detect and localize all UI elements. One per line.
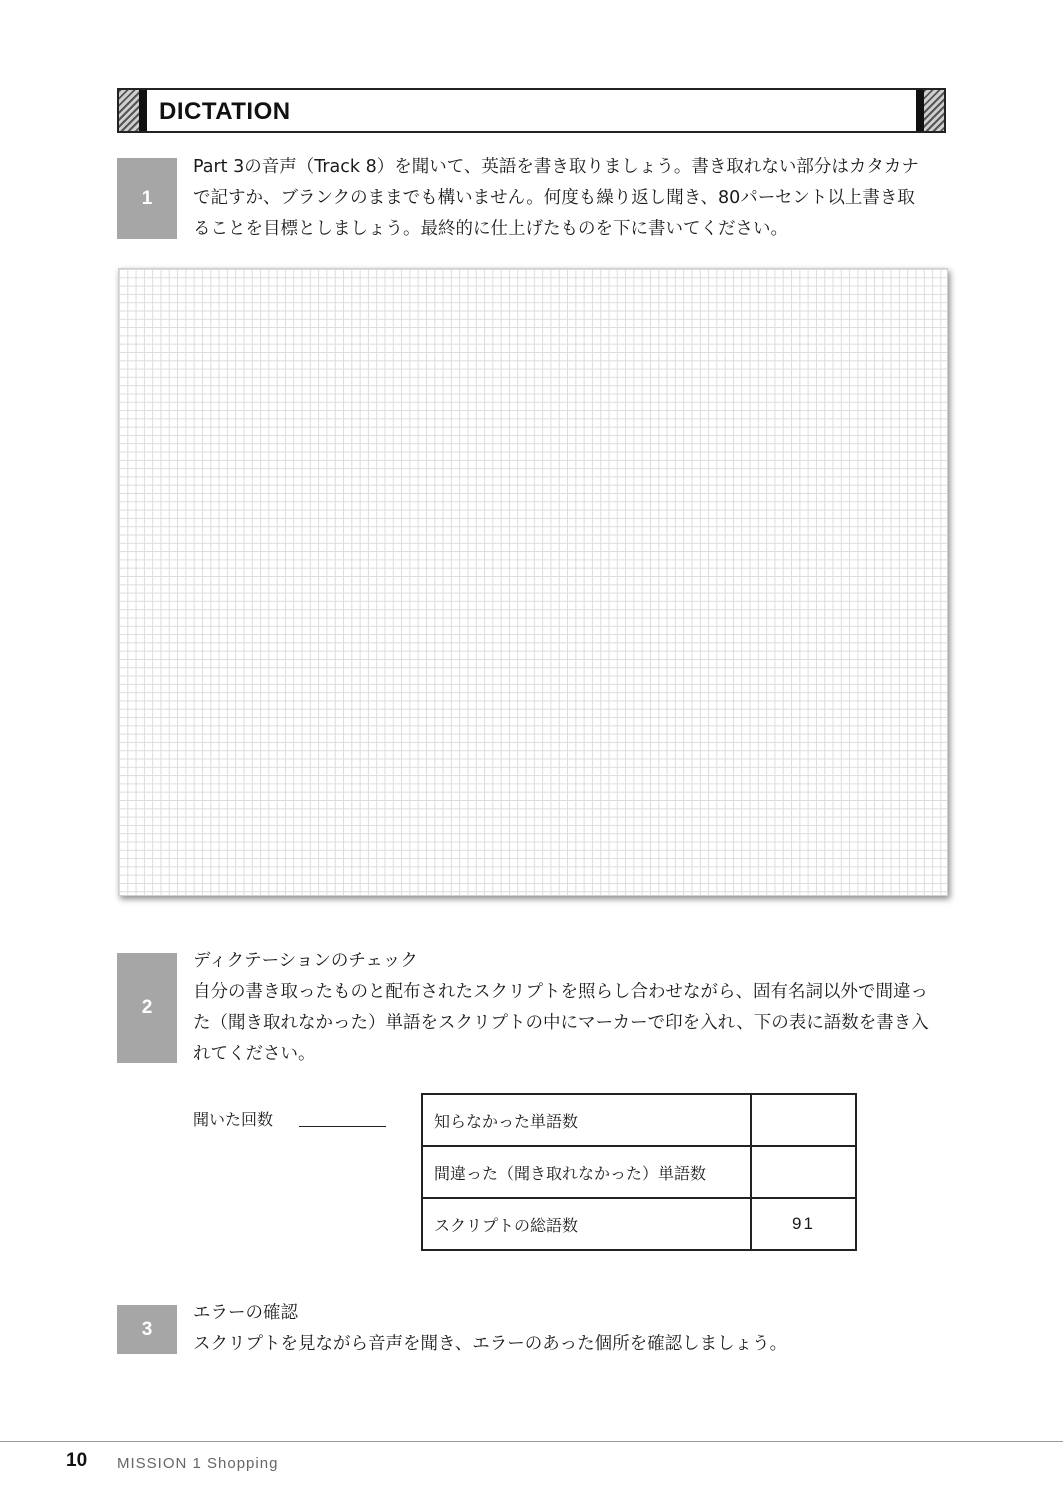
step-1-number: 1 (117, 158, 177, 239)
footer-divider (0, 1441, 1063, 1442)
header-hatch-left (119, 90, 139, 131)
step-3-number: 3 (117, 1305, 177, 1354)
step-2-line: た（聞き取れなかった）単語をスクリプトの中にマーカーで印を入れ、下の表に語数を書き入 (193, 1013, 929, 1033)
section-header (117, 88, 946, 133)
step-1-instructions (193, 152, 919, 245)
header-bar-left (139, 90, 147, 131)
times-listened-blank[interactable] (299, 1126, 386, 1127)
step-3-instructions (193, 1298, 787, 1360)
section-title: DICTATION (159, 98, 291, 125)
step-2-heading: ディクテーションのチェック (193, 951, 418, 971)
word-count-table (421, 1093, 857, 1251)
table-row (422, 1094, 856, 1146)
step-1-line: Part 3の音声（Track 8）を聞いて、英語を書き取りましょう。書き取れない部分はカタカナ (193, 157, 919, 177)
step-2-line: 自分の書き取ったものと配布されたスクリプトを照らし合わせながら、固有名詞以外で間違っ (193, 982, 928, 1002)
step-1-line: で記すか、ブランクのままでも構いません。何度も繰り返し聞き、80パーセント以上書き取 (193, 188, 915, 208)
table-row (422, 1146, 856, 1198)
running-title: MISSION 1 Shopping (117, 1455, 279, 1472)
step-2-instructions (193, 946, 929, 1070)
header-hatch-right (924, 90, 944, 131)
row-value-unknown-words[interactable] (751, 1094, 856, 1146)
row-label-total-words: スクリプトの総語数 (422, 1198, 751, 1250)
page-number: 10 (66, 1450, 88, 1471)
row-value-total-words: 91 (751, 1198, 856, 1250)
step-3-heading: エラーの確認 (193, 1303, 298, 1323)
times-listened-label: 聞いた回数 (193, 1110, 274, 1129)
table-row (422, 1198, 856, 1250)
step-1-line: ることを目標としましょう。最終的に仕上げたものを下に書いてください。 (193, 219, 788, 239)
step-3-text: スクリプトを見ながら音声を聞き、エラーのあった個所を確認しましょう。 (193, 1334, 788, 1354)
step-2-number: 2 (117, 953, 177, 1063)
row-label-missed-words: 間違った（聞き取れなかった）単語数 (422, 1146, 751, 1198)
header-bar-right (916, 90, 924, 131)
dictation-writing-grid[interactable] (118, 268, 948, 896)
row-label-unknown-words: 知らなかった単語数 (422, 1094, 751, 1146)
step-2-line: れてください。 (193, 1044, 316, 1064)
row-value-missed-words[interactable] (751, 1146, 856, 1198)
